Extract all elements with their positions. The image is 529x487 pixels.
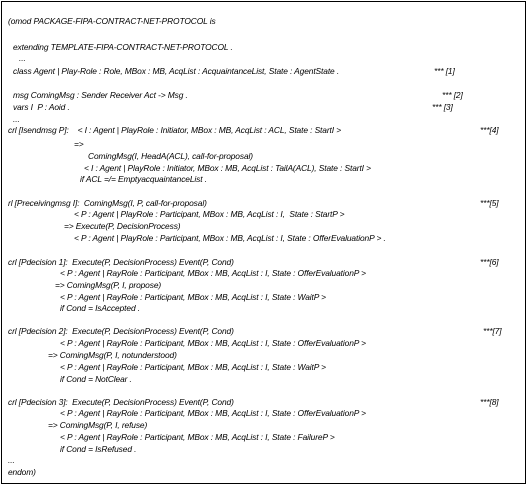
code-text: if ACL =/= EmptyacquaintanceList .	[80, 174, 207, 184]
code-text: crl [Isendmsg P]: < I : Agent | PlayRole : Initiator, MBox : MB, AcqList : ACL, State : StartI >	[8, 125, 341, 135]
code-text: < P : Agent | RayRole : Participant, MBox : MB, AcqList : I, State : FailureP >	[60, 432, 335, 442]
code-text: extending TEMPLATE-FIPA-CONTRACT-NET-PROTOCOL .	[13, 42, 233, 52]
code-line	[2, 267, 526, 279]
line-marker: ***[6]	[480, 257, 499, 267]
code-text: msg ComingMsg : Sender Receiver Act -> Msg .	[13, 90, 188, 100]
line-marker: ***[7]	[483, 326, 502, 336]
code-text: => ComingMsg(P, I, propose)	[55, 280, 162, 290]
code-line	[2, 173, 526, 185]
code-text: endom)	[8, 467, 36, 477]
code-line	[2, 454, 526, 466]
code-line	[2, 349, 526, 361]
code-line	[2, 407, 526, 419]
code-line	[2, 124, 526, 136]
code-text: if Cond = NotClear .	[60, 374, 132, 384]
code-text: crl [Pdecision 1]: Execute(P, DecisionProcess) Event(P, Cond)	[8, 257, 234, 267]
line-marker: ***[4]	[480, 125, 499, 135]
code-text: ...	[8, 455, 15, 465]
code-text: => ComingMsg(P, I, refuse)	[48, 420, 148, 430]
code-line	[2, 232, 526, 244]
code-text: < P : Agent | RayRole : Participant, MBox : MB, AcqList : I, State : OfferEvaluationP >	[60, 268, 366, 278]
code-text: ...	[19, 53, 26, 63]
code-text: crl [Pdecision 3]: Execute(P, DecisionProcess) Event(P, Cond)	[8, 397, 234, 407]
code-line	[2, 138, 526, 150]
code-line	[2, 419, 526, 431]
line-marker: *** [1]	[434, 66, 455, 76]
code-line	[2, 279, 526, 291]
code-line	[2, 337, 526, 349]
code-text: rl [Preceivingmsg I]: ComingMsg(I, P, call-for-proposal)	[8, 198, 207, 208]
line-marker: ***[8]	[480, 397, 499, 407]
code-text: < P : Agent | PlayRole : Participant, MBox : MB, AcqList : I, State : StartP >	[74, 209, 345, 219]
code-line	[2, 208, 526, 220]
code-line	[2, 52, 526, 64]
code-line	[2, 150, 526, 162]
code-listing-frame	[1, 1, 526, 484]
code-line	[2, 361, 526, 373]
code-text: if Cond = IsAccepted .	[60, 303, 140, 313]
code-text: => Execute(P, DecisionProcess)	[64, 221, 181, 231]
code-text: < P : Agent | RayRole : Participant, MBox : MB, AcqList : I, State : OfferEvaluationP >	[60, 408, 366, 418]
code-line	[2, 220, 526, 232]
code-text: => ComingMsg(P, I, notunderstood)	[48, 350, 177, 360]
code-text: class Agent | Play-Role : Role, MBox : MB, AcqList : AcquaintanceList, State : AgentState .	[13, 66, 340, 76]
line-marker: *** [3]	[432, 102, 453, 112]
code-line	[2, 101, 526, 113]
code-text: < P : Agent | RayRole : Participant, MBox : MB, AcqList : I, State : WaitP >	[60, 362, 326, 372]
code-line	[2, 15, 526, 27]
line-marker: ***[5]	[480, 198, 499, 208]
code-text: < I : Agent | PlayRole : Initiator, MBox : MB, AcqList : TailA(ACL), State : StartI >	[84, 163, 371, 173]
code-text: (omod PACKAGE-FIPA-CONTRACT-NET-PROTOCOL is	[8, 16, 216, 26]
code-text: ComingMsg(I, HeadA(ACL), call-for-proposal)	[88, 151, 253, 161]
code-text: < P : Agent | RayRole : Participant, MBox : MB, AcqList : I, State : WaitP >	[60, 292, 326, 302]
code-text: crl [Pdecision 2]: Execute(P, DecisionProcess) Event(P, Cond)	[8, 326, 234, 336]
code-text: < P : Agent | PlayRole : Participant, MBox : MB, AcqList : I, State : OfferEvaluationP > .	[74, 233, 386, 243]
code-text: < P : Agent | RayRole : Participant, MBox : MB, AcqList : I, State : OfferEvaluationP >	[60, 338, 366, 348]
code-line	[2, 431, 526, 443]
code-line	[2, 302, 526, 314]
code-line	[2, 65, 526, 77]
code-text: =>	[74, 139, 84, 149]
code-line	[2, 325, 526, 337]
code-text: ...	[13, 114, 20, 124]
code-text: vars I P : Aoid .	[13, 102, 70, 112]
code-line	[2, 89, 526, 101]
line-marker: *** [2]	[442, 90, 463, 100]
code-line	[2, 373, 526, 385]
code-line	[2, 466, 526, 478]
code-text: if Cond = IsRefused .	[60, 444, 137, 454]
